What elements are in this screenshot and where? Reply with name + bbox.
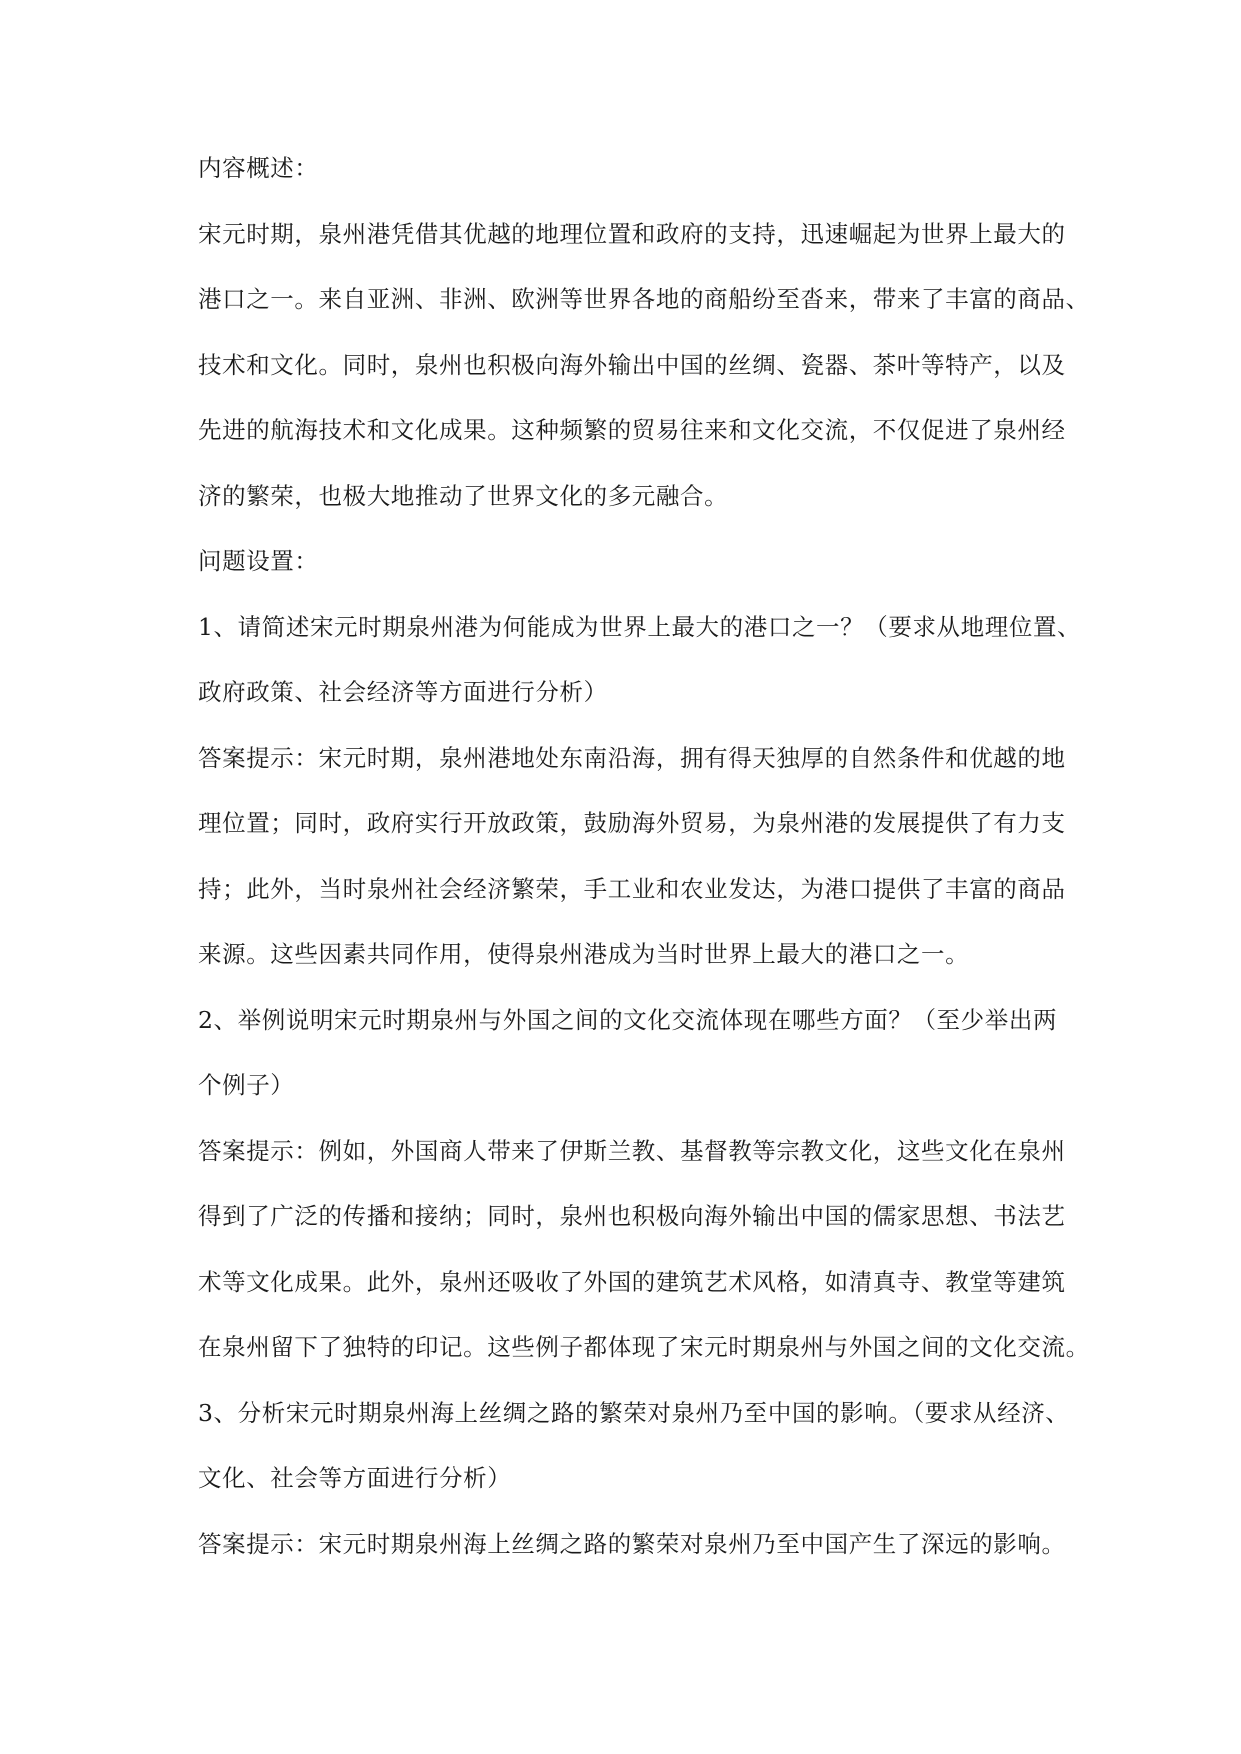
- paragraph-line: 港口之一。来自亚洲、非洲、欧洲等世界各地的商船纷至沓来，带来了丰富的商品、: [198, 285, 1090, 313]
- question-line: 1、请简述宋元时期泉州港为何能成为世界上最大的港口之一？（要求从地理位置、: [198, 612, 1082, 641]
- section-heading-overview: 内容概述：: [198, 154, 319, 182]
- answer-line: 来源。这些因素共同作用，使得泉州港成为当时世界上最大的港口之一。: [198, 940, 970, 968]
- answer-line: 答案提示：宋元时期，泉州港地处东南沿海，拥有得天独厚的自然条件和优越的地: [198, 743, 1066, 772]
- question-line: 文化、社会等方面进行分析）: [198, 1464, 512, 1492]
- question-line: 政府政策、社会经济等方面进行分析）: [198, 678, 608, 706]
- question-line: 个例子）: [198, 1071, 295, 1099]
- answer-line: 理位置；同时，政府实行开放政策，鼓励海外贸易，为泉州港的发展提供了有力支: [198, 809, 1066, 837]
- question-line: 3、分析宋元时期泉州海上丝绸之路的繁荣对泉州乃至中国的影响。（要求从经济、: [198, 1398, 1070, 1427]
- question-line: 2、举例说明宋元时期泉州与外国之间的文化交流体现在哪些方面？（至少举出两: [198, 1005, 1058, 1034]
- answer-line: 持；此外，当时泉州社会经济繁荣，手工业和农业发达，为港口提供了丰富的商品: [198, 874, 1066, 903]
- answer-line: 答案提示：宋元时期泉州海上丝绸之路的繁荣对泉州乃至中国产生了深远的影响。: [198, 1529, 1066, 1558]
- section-heading-questions: 问题设置：: [198, 547, 319, 575]
- paragraph-line: 济的繁荣，也极大地推动了世界文化的多元融合。: [198, 481, 729, 510]
- answer-line: 术等文化成果。此外，泉州还吸收了外国的建筑艺术风格，如清真寺、教堂等建筑: [198, 1267, 1066, 1296]
- answer-line: 得到了广泛的传播和接纳；同时，泉州也积极向海外输出中国的儒家思想、书法艺: [198, 1202, 1066, 1230]
- answer-line: 答案提示：例如，外国商人带来了伊斯兰教、基督教等宗教文化，这些文化在泉州: [198, 1136, 1066, 1165]
- answer-line: 在泉州留下了独特的印记。这些例子都体现了宋元时期泉州与外国之间的文化交流。: [198, 1333, 1090, 1361]
- paragraph-line: 先进的航海技术和文化成果。这种频繁的贸易往来和文化交流，不仅促进了泉州经: [198, 416, 1066, 444]
- document-body: [198, 136, 1108, 1577]
- paragraph-line: 宋元时期，泉州港凭借其优越的地理位置和政府的支持，迅速崛起为世界上最大的: [198, 219, 1066, 248]
- paragraph-line: 技术和文化。同时，泉州也积极向海外输出中国的丝绸、瓷器、茶叶等特产，以及: [198, 350, 1066, 379]
